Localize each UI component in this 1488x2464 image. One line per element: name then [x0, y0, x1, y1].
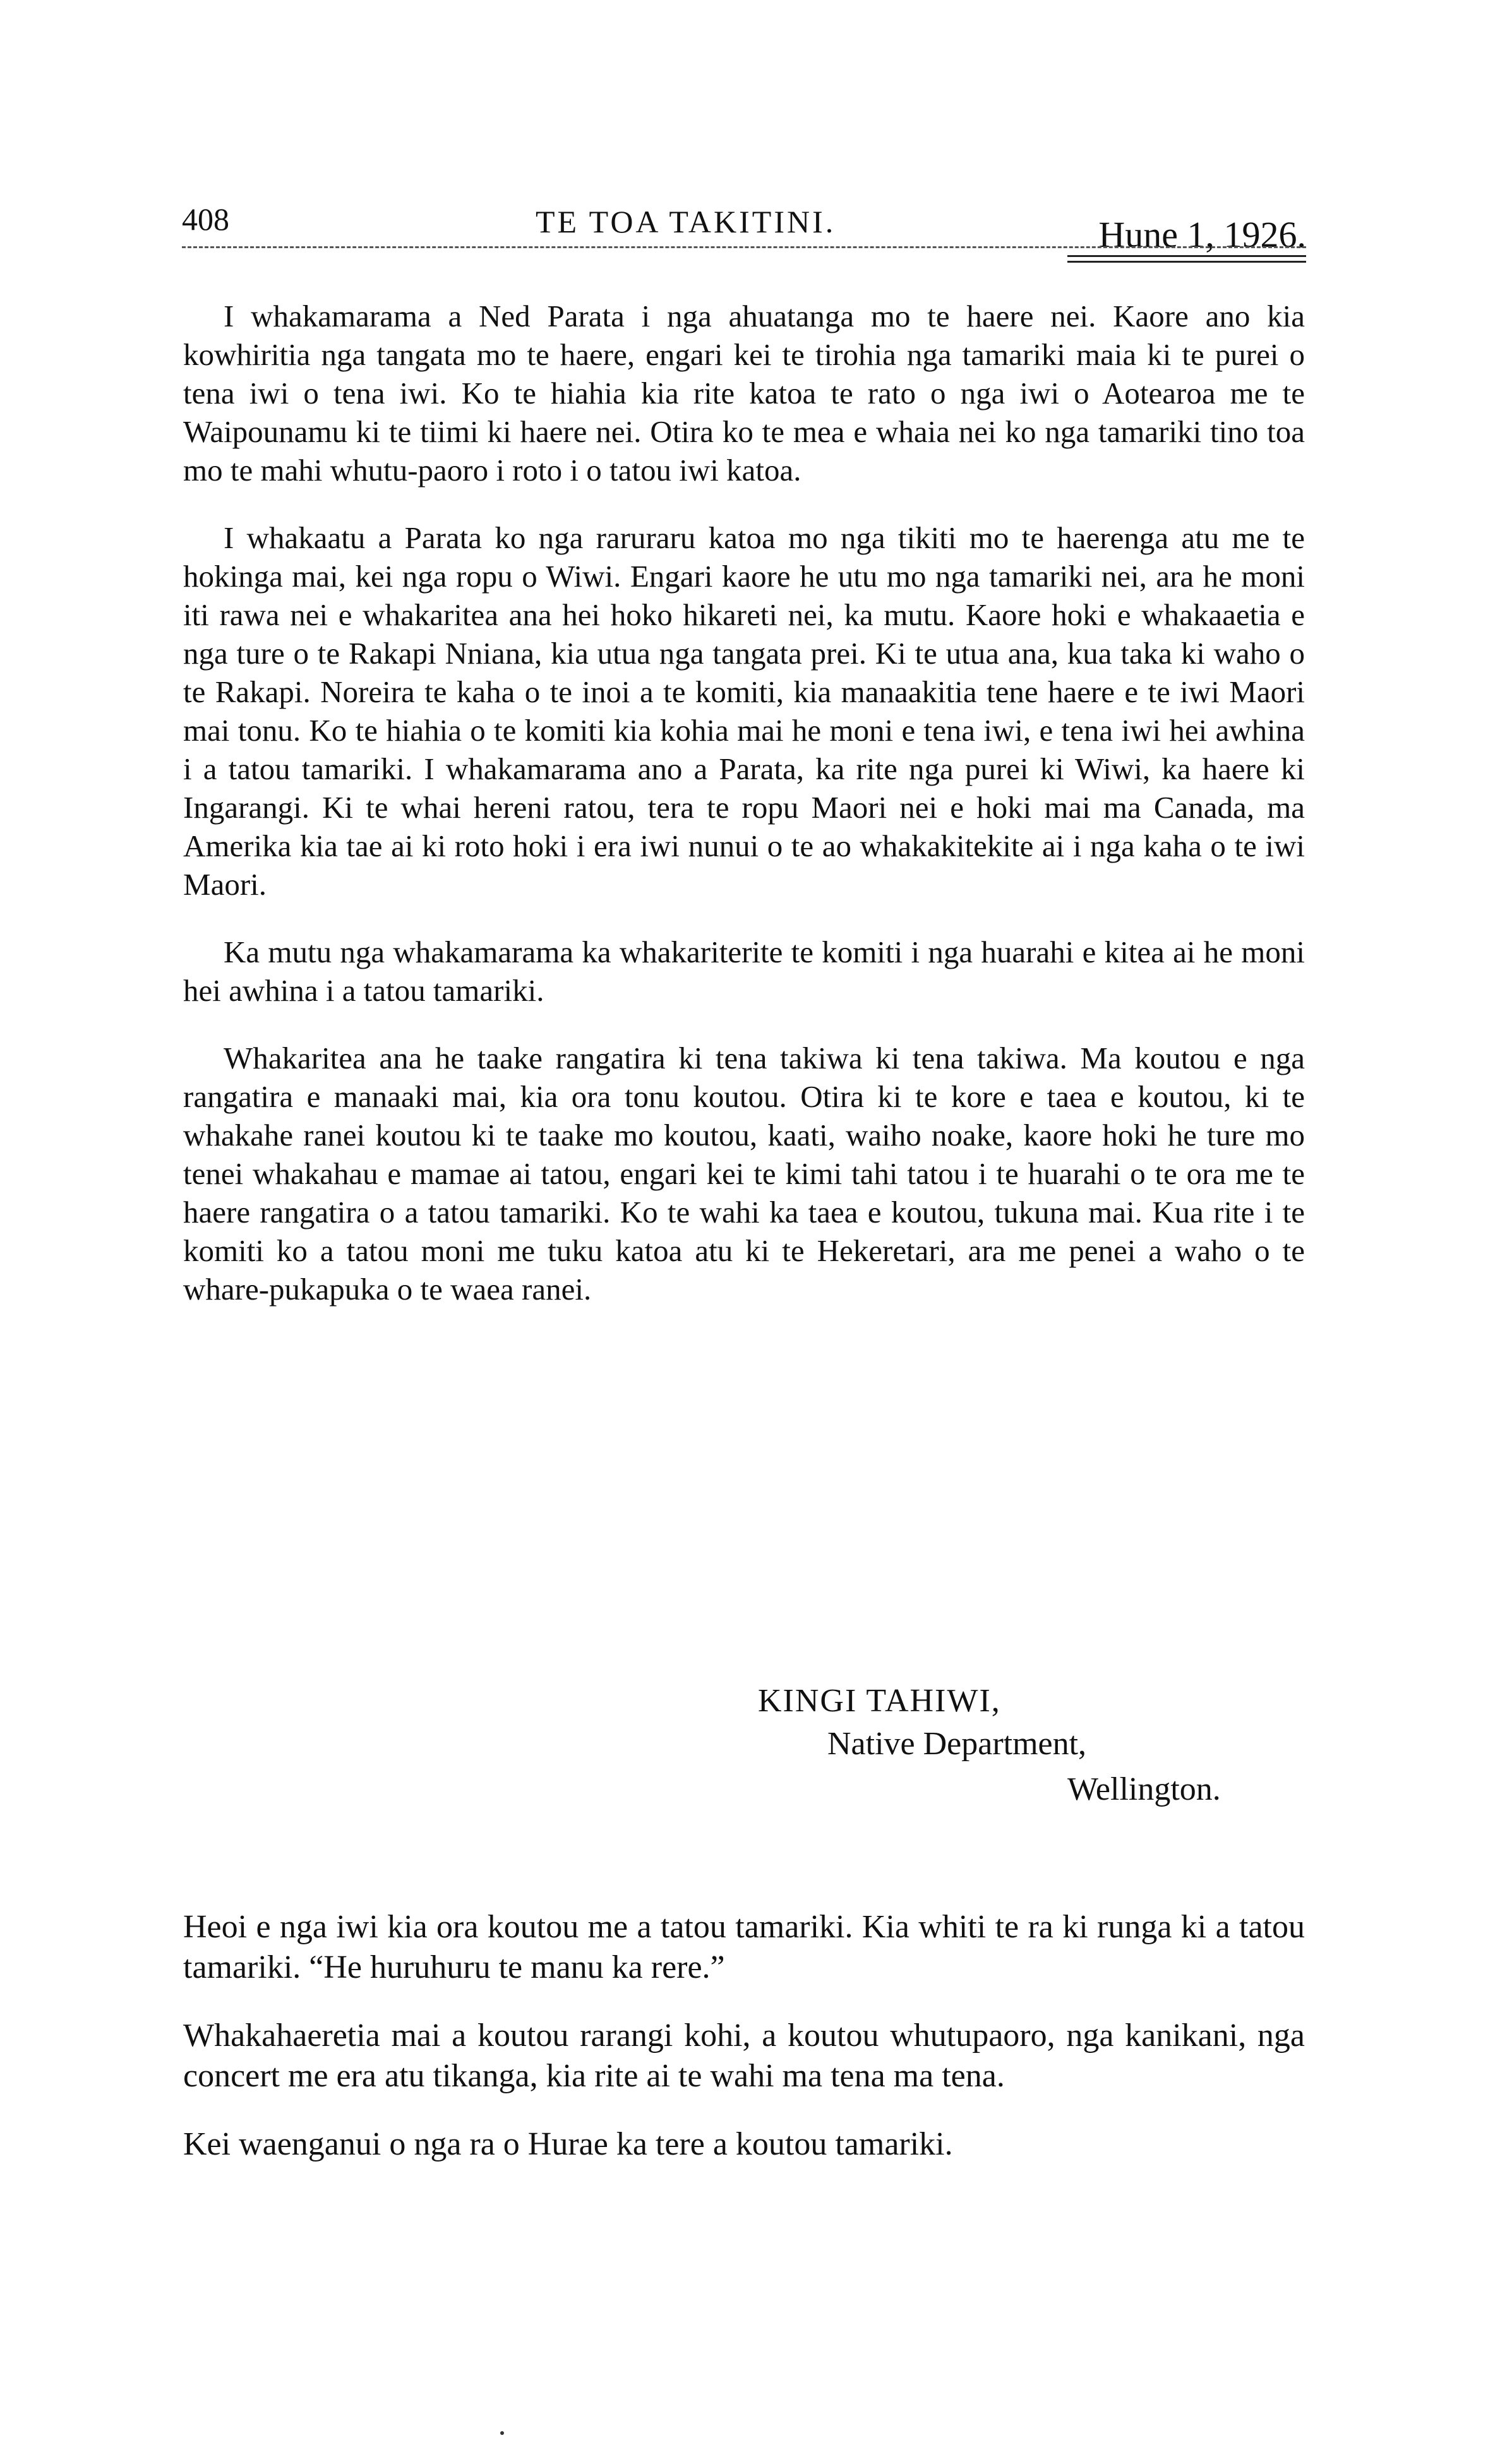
article-paragraph: I whakamarama a Ned Parata i nga ahuatanga mo te haere nei. Kaore ano kia kowhiritia nga tangata mo te haere, engari kei te tirohia nga tamariki maia ki te purei o tena iwi o tena iwi. Ko te hiahia kia rite katoa te rato o nga iwi o Aotearoa me te Waipounamu ki te tiimi ki haere nei. Otira ko te mea e whaia nei ko nga tamariki tino toa mo te mahi whutu-paoro i roto i o tatou iwi katoa. [183, 299, 1305, 487]
page-number: 408 [182, 201, 229, 237]
header-rule [182, 246, 1306, 248]
closing-section [183, 1907, 1305, 2192]
journal-title: TE TOA TAKITINI. [536, 204, 836, 239]
article-paragraph: Ka mutu nga whakamarama ka whakariterite te komiti i nga huarahi e kitea ai he moni hei awhina i a tatou tamariki. [183, 935, 1305, 1008]
closing-paragraph: Whakahaeretia mai a koutou rarangi kohi, a koutou whutupaoro, nga kanikani, nga concert me era atu tikanga, kia rite ai te wahi ma tena ma tena. [183, 2018, 1305, 2094]
signature-name: KINGI TAHIWI, [758, 1683, 1001, 1719]
print-speck [500, 2431, 504, 2435]
article-paragraph: I whakaatu a Parata ko nga raruraru katoa mo nga tikiti mo te haerenga atu me te hokinga mai, kei nga ropu o Wiwi. Engari kaore he utu mo nga tamariki nei, ara he moni iti rawa nei e whakaritea ana hei hoko hikareti nei, ka mutu. Kaore hoki e whakaaetia e nga ture o te Rakapi Nniana, kia utua nga tangata prei. Ki te utua ana, kua taka ki waho o te Rakapi. Noreira te kaha o te inoi a te komiti, kia manaakitia tene haere e te iwi Maori mai tonu. Ko te hiahia o te komiti kia kohia mai he moni e tena iwi, e tena iwi hei awhina i a tatou tamariki. I whakamarama ano a Parata, ka rite nga purei ki Wiwi, ka haere ki Ingarangi. Ki te whai hereni ratou, tera te ropu Maori nei e hoki mai ma Canada, ma Amerika kia tae ai ki roto hoki i era iwi nunui o te ao whakakitekite ai i nga kaha o te iwi Maori. [183, 520, 1305, 902]
closing-paragraph: Kei waenganui o nga ra o Hurae ka tere a koutou tamariki. [183, 2126, 953, 2162]
page-header [182, 201, 1306, 255]
article-paragraph: Whakaritea ana he taake rangatira ki tena takiwa ki tena takiwa. Ma koutou e nga rangatira e manaaki mai, kia ora tonu koutou. Otira ki te kore e taea e koutou, ki te whakahe ranei koutou ki te taake mo koutou, kaati, waiho noake, kaore hoki he ture mo tenei whakahau e mamae ai tatou, engari kei te kimi tahi tatou i te huarahi o te ora me te haere rangatira o a tatou tamariki. Ko te wahi ka taea e koutou, tukuna mai. Kua rite i te komiti ko a tatou moni me tuku katoa atu ki te Hekeretari, ara me penei a waho o te whare-pukapuka o te waea ranei. [183, 1041, 1305, 1307]
header-double-rule [1067, 255, 1306, 263]
closing-paragraph: Heoi e nga iwi kia ora koutou me a tatou tamariki. Kia whiti te ra ki runga ki a tatou tamariki. “He huruhuru te manu ka rere.” [183, 1909, 1305, 1985]
signature-block [183, 1680, 1305, 1838]
article-body [183, 297, 1305, 1337]
signature-location: Wellington. [1067, 1771, 1221, 1807]
issue-date: Hune 1, 1926. [1098, 214, 1306, 255]
signature-department: Native Department, [827, 1726, 1087, 1762]
